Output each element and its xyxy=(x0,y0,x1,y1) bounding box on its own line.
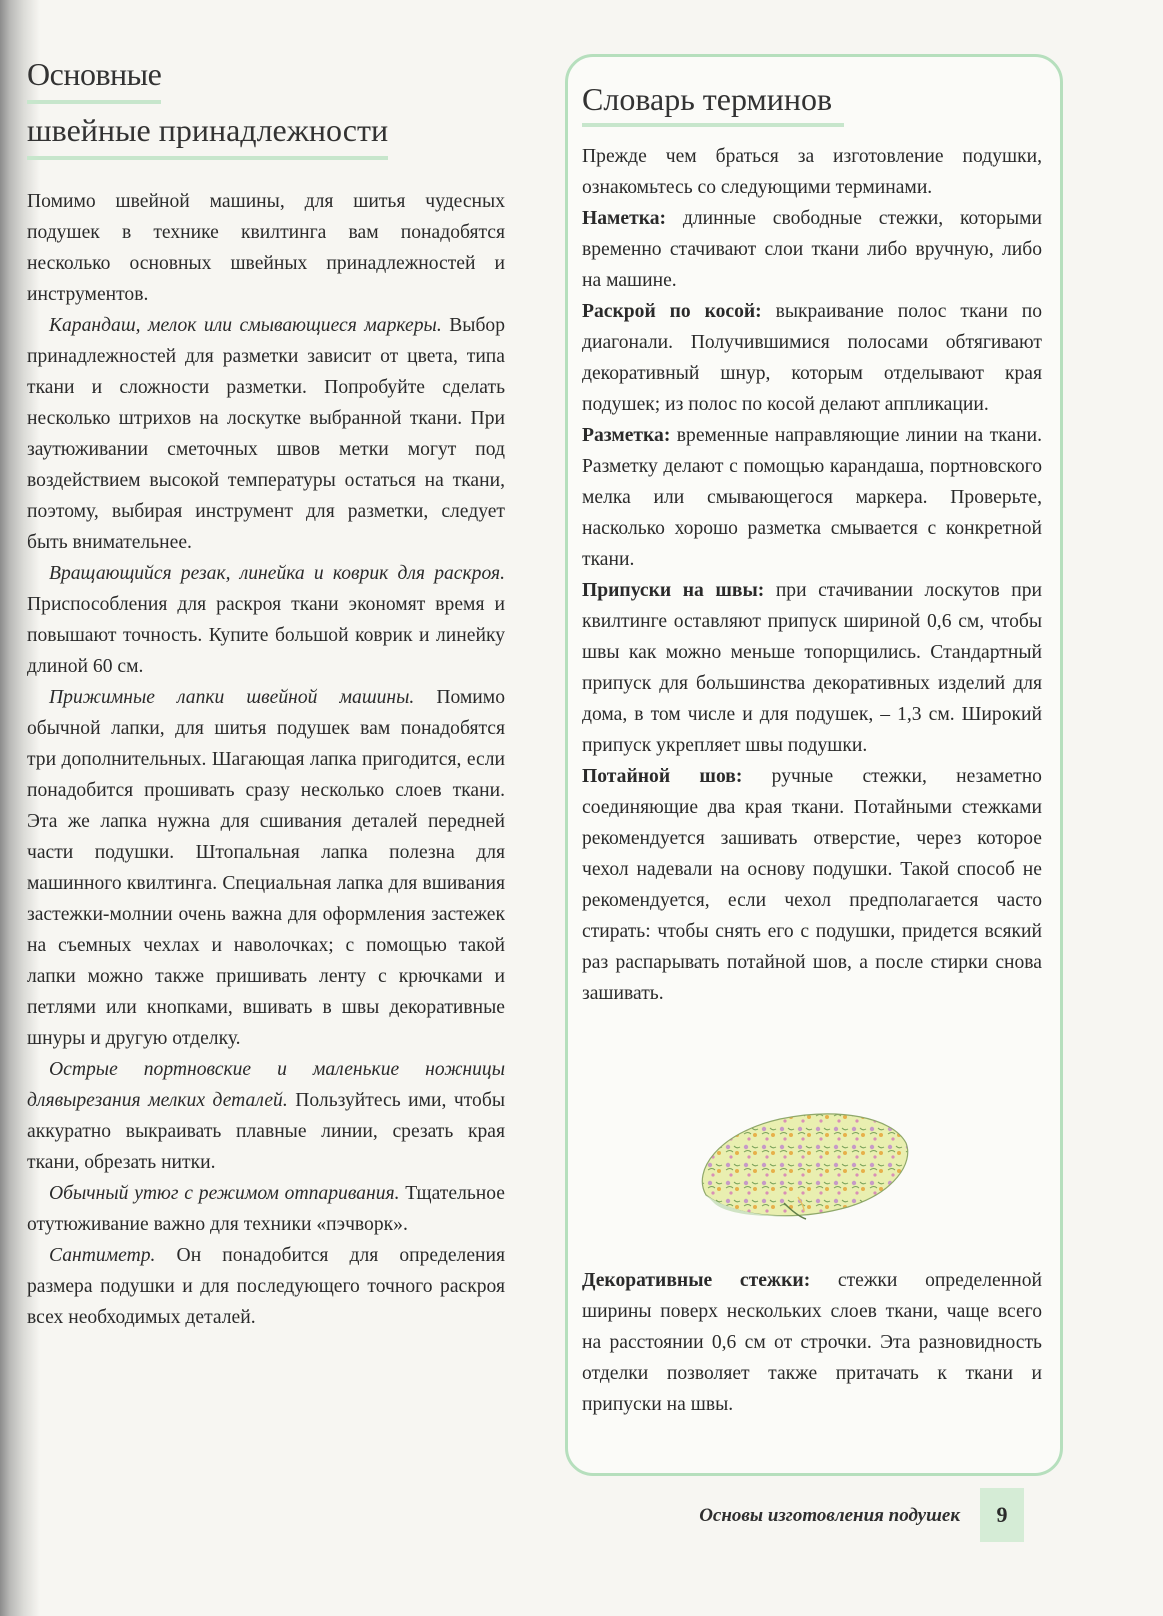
pillow-illustration xyxy=(688,1107,916,1227)
glossary-entry-blind-stitch xyxy=(582,761,1042,1009)
glossary-term: Наметка: xyxy=(582,208,667,229)
intro-paragraph: Помимо швейной машины, для шитья чудесных подушек в технике квилтинга вам понадобятся несколько основных швейных принадлежностей и инструментов. xyxy=(27,191,505,305)
glossary-entry-marking xyxy=(582,420,1042,575)
supply-item-tape-measure xyxy=(27,1240,505,1333)
supply-text: Он понадобится для определения размера подушки и для последующего точного раскроя всех необходимых деталей. xyxy=(27,1245,505,1328)
glossary-definition: длинные свободные стежки, которыми временно стачивают слои ткани либо вручную, либо на машине. xyxy=(582,208,1042,291)
heading-line-1: Основные xyxy=(27,48,161,104)
page-number: 9 xyxy=(980,1488,1024,1542)
supply-item-presser-feet xyxy=(27,682,505,1054)
supply-term: Карандаш, мелок или смывающиеся маркеры. xyxy=(49,315,442,336)
section-heading xyxy=(27,48,505,160)
glossary-title: Словарь терминов xyxy=(582,81,833,117)
glossary-term: Припуски на швы: xyxy=(582,580,765,601)
glossary-entry-decorative-stitches xyxy=(582,1265,1042,1420)
supply-text: Пользуйтесь ими, чтобы аккуратно выкраивать плавные линии, срезать края ткани, обрезать нитки. xyxy=(27,1090,505,1173)
glossary-definition: временные направляющие линии на ткани. Разметку делают с помощью карандаша, портновского мелка или смывающегося маркера. Проверьте, насколько хорошо разметка смывается с конкретной ткани. xyxy=(582,425,1042,570)
title-underline xyxy=(582,123,844,127)
heading-line-2: швейные принадлежности xyxy=(27,104,388,160)
glossary-entry-seam-allowance xyxy=(582,575,1042,761)
supply-term: Вращающийся резак, линейка и коврик для раскроя. xyxy=(49,563,505,584)
supply-term: Обычный утюг с режимом отпаривания. xyxy=(49,1183,400,1204)
running-footer-title: Основы изготовления подушек xyxy=(699,1505,960,1526)
supply-text: Выбор принадлежностей для разметки зависит от цвета, типа ткани и сложности разметки. Попробуйте сделать несколько штрихов на лоскутке выбранной ткани. При заутюживании сметочных швов метки могут под воздействием высокой температуры остаться на ткани, поэтому, выбирая инструмент для разметки, следует быть внимательнее. xyxy=(27,315,506,553)
glossary-term: Декоративные стежки: xyxy=(582,1270,811,1291)
supply-item-cutter xyxy=(27,558,505,682)
sewing-supplies-section xyxy=(27,48,505,1333)
glossary-term: Раскрой по косой: xyxy=(582,301,762,322)
glossary-entries xyxy=(582,141,1042,1009)
supply-term: Прижимные лапки швейной машины. xyxy=(49,687,415,708)
supply-item-markers xyxy=(27,310,505,558)
supply-item-scissors xyxy=(27,1054,505,1178)
glossary-intro: Прежде чем браться за изготовление подушки, ознакомьтесь со следующими терминами. xyxy=(582,146,1042,198)
supply-item-iron xyxy=(27,1178,505,1240)
glossary-box xyxy=(565,54,1063,1476)
glossary-definition: стежки определенной ширины поверх нескольких слоев ткани, чаще всего на расстоянии 0,6 см от строчки. Эта разновидность отделки позволяет также притачать к ткани и припуски на швы. xyxy=(582,1270,1042,1415)
supply-text: Приспособления для раскроя ткани экономят время и повышают точность. Купите большой коврик и линейку длиной 60 см. xyxy=(27,594,505,677)
glossary-definition: выкраивание полос ткани по диагонали. Получившимися полосами обтягивают декоративный шнур, которым отделывают края подушек; из полос по косой делают аппликации. xyxy=(582,301,1042,415)
supply-term: Острые портновские и маленькие ножницы длявырезания мелких деталей. xyxy=(27,1059,505,1111)
glossary-definition: при стачивании лоскутов при квилтинге оставляют припуск шириной 0,6 см, чтобы швы как можно меньше топорщились. Стандартный припуск для большинства декоративных изделий для дома, в том числе и для подушек, – 1,3 см. Широкий припуск укрепляет швы подушки. xyxy=(582,580,1042,756)
supply-text: Тщательное отутюживание важно для техники «пэчворк». xyxy=(27,1183,506,1235)
supply-term: Сантиметр. xyxy=(49,1245,156,1266)
supply-text: Помимо обычной лапки, для шитья подушек вам понадобятся три дополнительных. Шагающая лапка пригодится, если понадобится прошивать сразу несколько слоев ткани. Эта же лапка нужна для сшивания деталей передней части подушки. Штопальная лапка полезна для машинного квилтинга. Специальная лапка для вшивания застежки-молнии очень важна для оформления застежек на съемных чехлах и наволочках; с помощью такой лапки можно также пришивать ленту с крючками и петлями или кнопками, вшивать в швы декоративные шнуры и другую отделку. xyxy=(27,687,505,1049)
glossary-entry-basting xyxy=(582,203,1042,296)
glossary-definition: ручные стежки, незаметно соединяющие два края ткани. Потайными стежками рекомендуется зашивать отверстие, через которое чехол надевали на основу подушки. Такой способ не рекомендуется, если чехол предполагается часто стирать: чтобы снять его с подушки, придется всякий раз распарывать потайной шов, а после стирки снова зашивать. xyxy=(582,766,1042,1004)
glossary-term: Потайной шов: xyxy=(582,766,743,787)
glossary-term: Разметка: xyxy=(582,425,671,446)
glossary-entry-bias-cut xyxy=(582,296,1042,420)
